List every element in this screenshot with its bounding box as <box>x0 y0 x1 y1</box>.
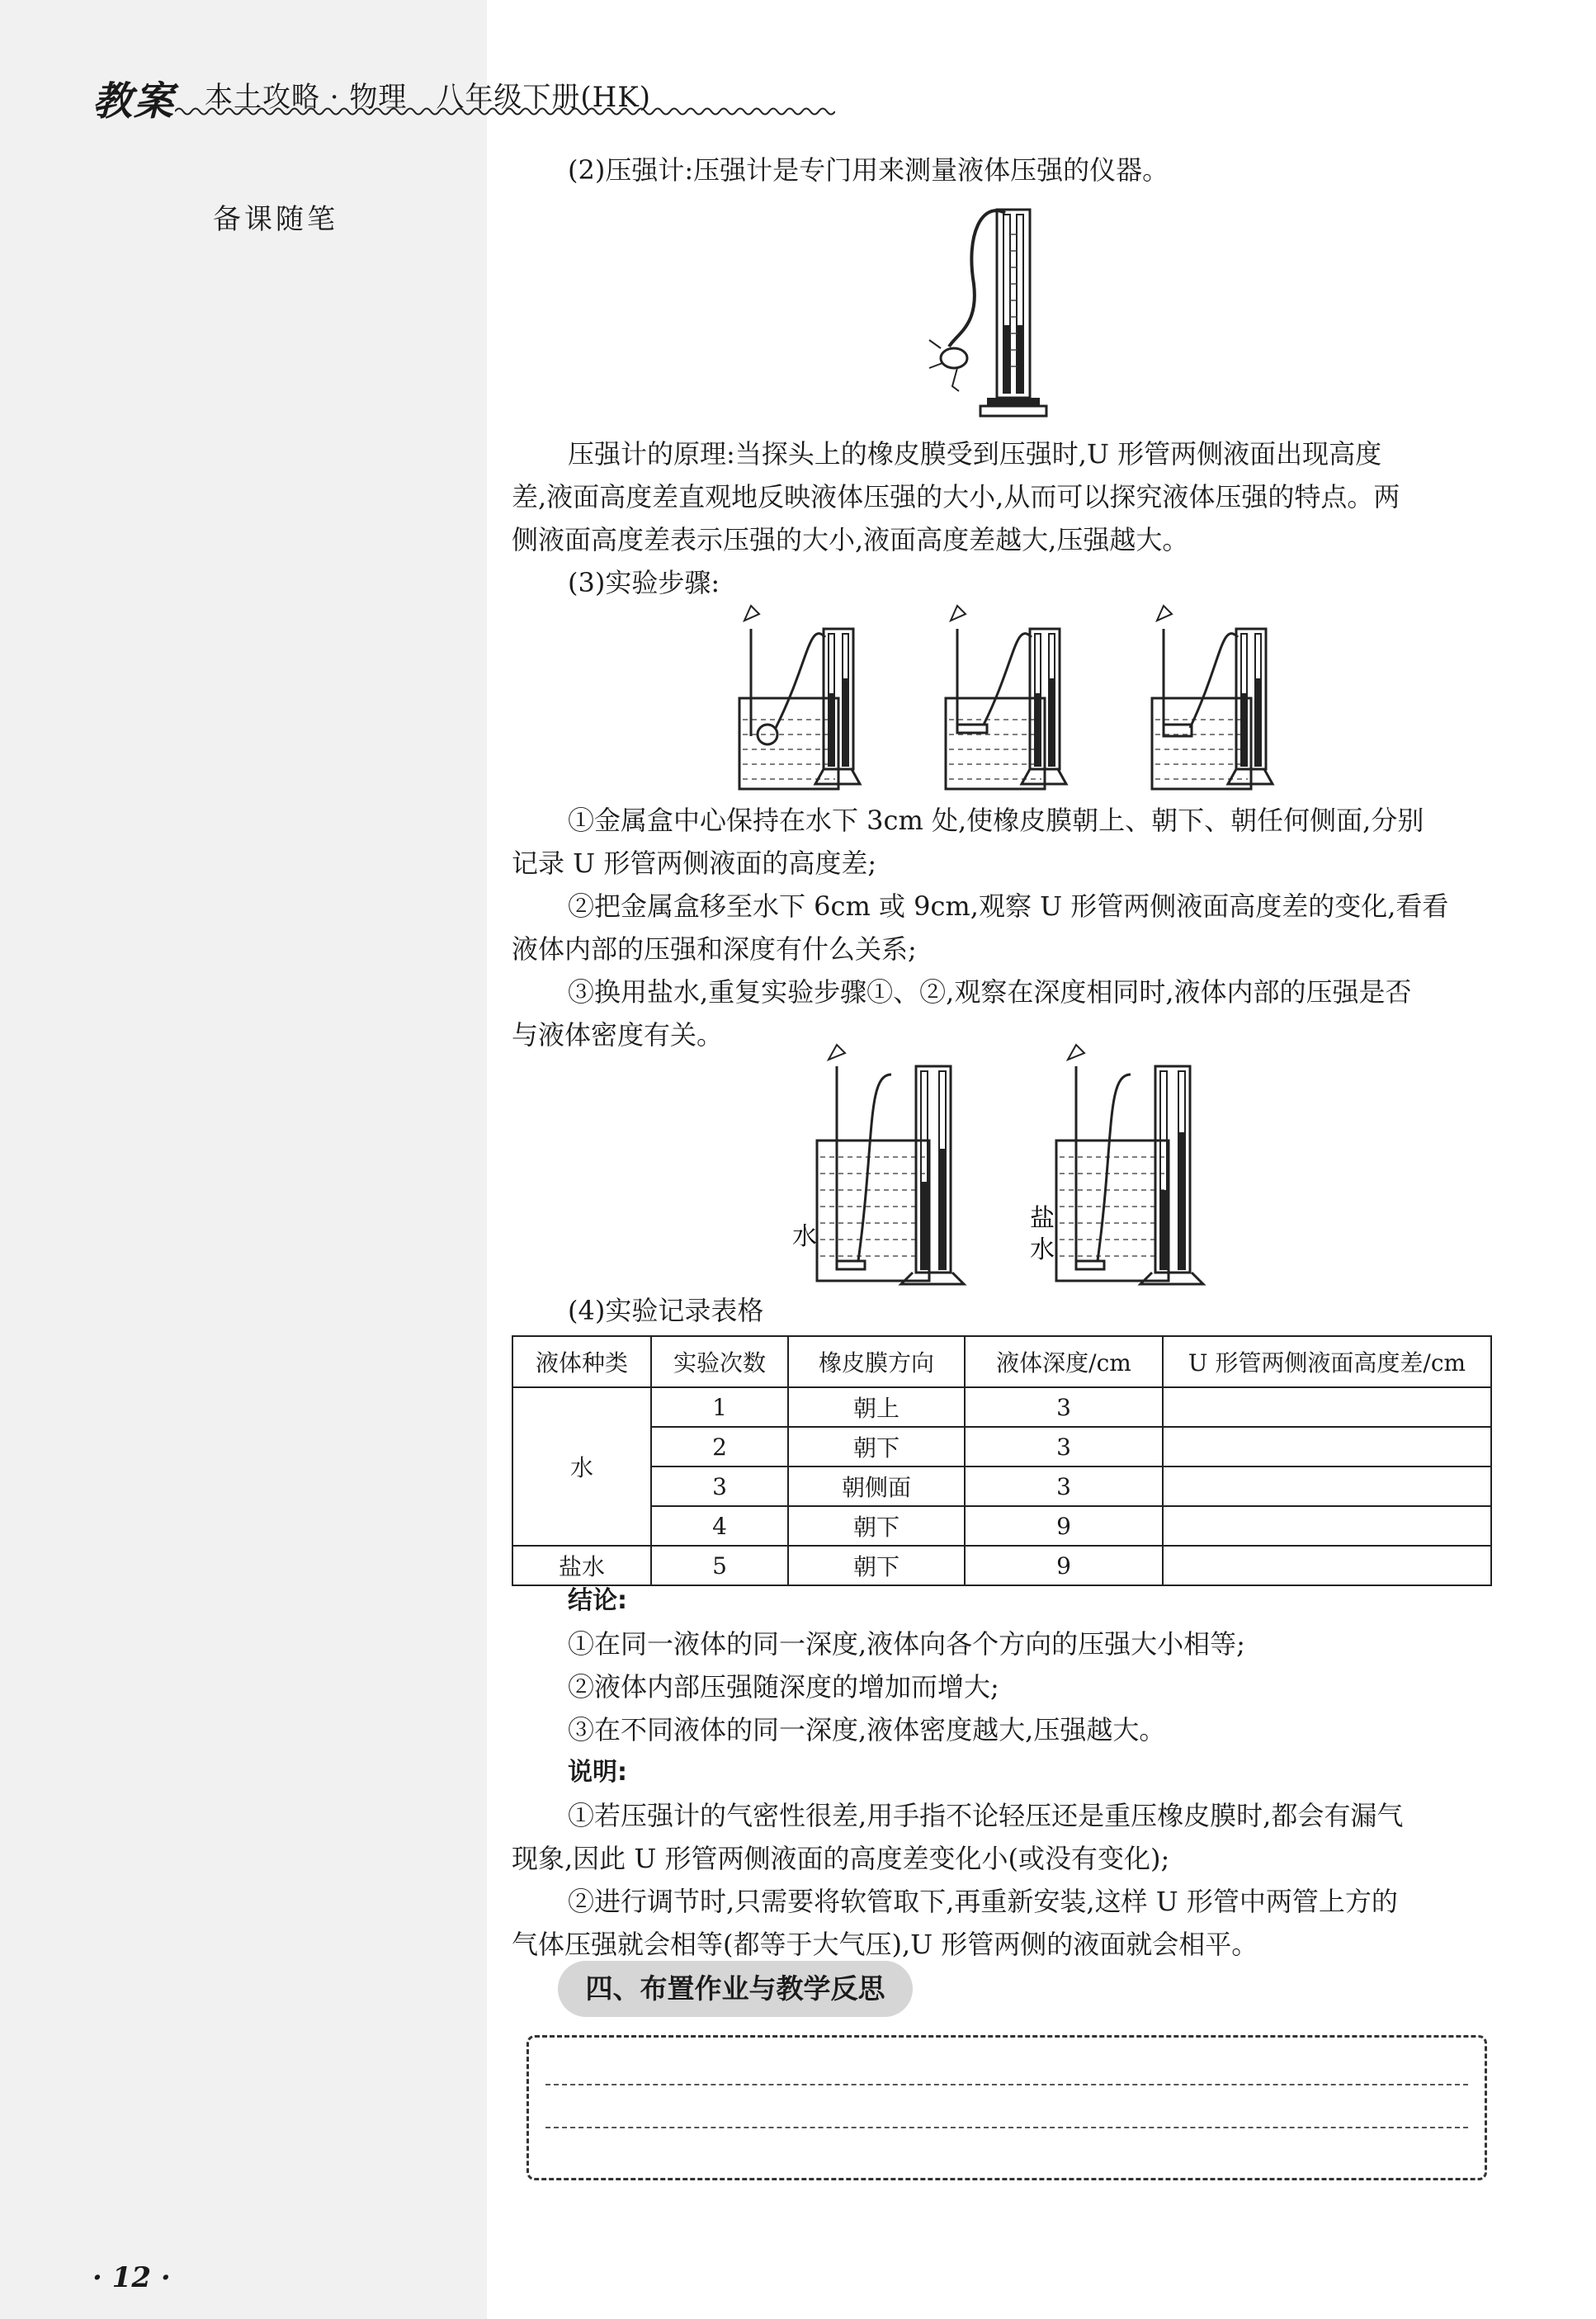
table-heading: (4)实验记录表格 <box>568 1295 764 1326</box>
writing-line <box>545 2084 1468 2085</box>
steps-heading: (3)实验步骤: <box>568 567 720 598</box>
setup-membrane-up <box>739 606 860 789</box>
water-saltwater-figure <box>776 1041 1238 1289</box>
col-liquid-type: 液体种类 <box>512 1336 651 1387</box>
group-water: 水 <box>512 1387 651 1546</box>
conclusion-label: 结论: <box>568 1586 627 1615</box>
table-row: 盐水 5 朝下 9 <box>512 1546 1491 1585</box>
lesson-notes-label: 备课随笔 <box>213 203 338 236</box>
table-row: 2 朝下 3 <box>512 1427 1491 1466</box>
table-row: 3 朝侧面 3 <box>512 1466 1491 1506</box>
blank-cell[interactable] <box>1163 1506 1491 1546</box>
page-number: · 12 · <box>92 2261 171 2294</box>
pressure-gauge-figure <box>924 201 1073 421</box>
blank-cell[interactable] <box>1163 1387 1491 1427</box>
conclusion-block: 结论: ①在同一液体的同一深度,液体向各个方向的压强大小相等; ②液体内部压强随深度的增加而增大; ③在不同液体的同一深度,液体密度越大,压强越大。 说明: ①若压强计的气密性很差,用手指不论轻压还是重压橡皮膜时,都会有漏气 现象,因此 U 形管两侧液面的高度差变化小(或没有变化); ②进行调节时,只需要将软管取下,再重新安装,这样 U 形管中两管上方的 气体压强就会相等(都等于大气压),U 形管两侧的液面就会相平。 <box>512 1580 1494 1966</box>
table-row: 水 1 朝上 3 <box>512 1387 1491 1427</box>
reflection-writing-box[interactable] <box>526 2035 1487 2180</box>
blank-cell[interactable] <box>1163 1466 1491 1506</box>
salt-label-2: 水 <box>1030 1235 1055 1264</box>
gauge-heading: (2)压强计:压强计是专门用来测量液体压强的仪器。 <box>568 154 1169 186</box>
homework-section-title: 四、布置作业与教学反思 <box>558 1961 913 2017</box>
col-trial: 实验次数 <box>651 1336 788 1387</box>
salt-label-1: 盐 <box>1030 1204 1055 1233</box>
table-header-row <box>512 1336 1491 1387</box>
writing-line <box>545 2127 1468 2128</box>
principle-paragraph: 压强计的原理:当探头上的橡皮膜受到压强时,U 形管两侧液面出现高度 差,液面高度差直观地反映液体压强的大小,从而可以探究液体压强的特点。两 侧液面高度差表示压强的大小,液面高度差越大,压强越大。 <box>512 438 1400 555</box>
blank-cell[interactable] <box>1163 1427 1491 1466</box>
wave-underline <box>175 106 835 117</box>
note-label: 说明: <box>568 1758 627 1787</box>
setup-membrane-down <box>946 606 1066 789</box>
saltwater-setup <box>1056 1045 1203 1284</box>
steps-paragraph: ①金属盒中心保持在水下 3cm 处,使橡皮膜朝上、朝下、朝任何侧面,分别 记录 U 形管两侧液面的高度差; ②把金属盒移至水下 6cm 或 9cm,观察 U 形管两侧液面高度差的变化,看看 液体内部的压强和深度有什么关系; ③换用盐水,重复实验步骤①、②,观察在深度相同时,液体内部的压强是否 与液体密度有关。 <box>512 805 1449 1051</box>
table-row: 4 朝下 9 <box>512 1506 1491 1546</box>
record-table <box>512 1335 1492 1586</box>
group-saltwater: 盐水 <box>512 1546 651 1585</box>
col-depth: 液体深度/cm <box>965 1336 1163 1387</box>
brand-title: 教案 <box>92 78 176 125</box>
page-header <box>92 69 753 127</box>
setup-membrane-side <box>1152 606 1273 789</box>
notes-sidebar <box>0 0 487 2319</box>
experiment-steps-figure <box>726 596 1345 799</box>
book-subtitle: 本土攻略 · 物理 八年级下册(HK) <box>205 81 652 114</box>
water-setup <box>817 1045 964 1284</box>
col-height-difference: U 形管两侧液面高度差/cm <box>1163 1336 1491 1387</box>
water-label: 水 <box>792 1222 817 1251</box>
col-membrane-direction: 橡皮膜方向 <box>788 1336 965 1387</box>
